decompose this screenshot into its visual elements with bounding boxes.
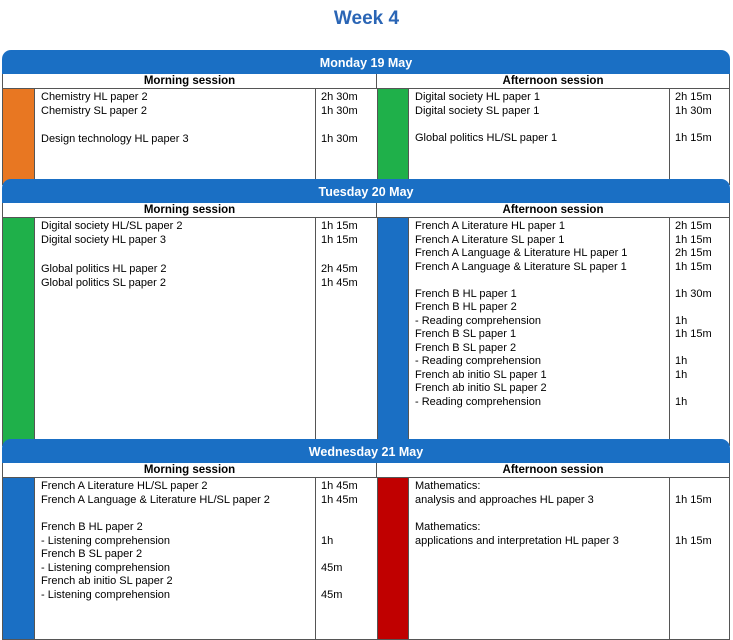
morning-exam-name: - Listening comprehension: [41, 534, 171, 547]
day-header: Monday 19 May: [2, 50, 730, 74]
afternoon-exam-duration: 1h 15m: [675, 233, 712, 246]
afternoon-exam-name: Digital society HL paper 1: [415, 91, 540, 103]
afternoon-exam-duration: 1h: [675, 395, 688, 408]
morning-exam-duration: 45m: [321, 561, 343, 574]
column-divider: [315, 89, 316, 184]
afternoon-exam-name: French ab initio SL paper 2: [415, 382, 547, 394]
afternoon-exam-name: French B SL paper 2: [415, 341, 517, 354]
morning-exam-duration: 45m: [321, 588, 343, 601]
afternoon-exam-name: - Reading comprehension: [415, 355, 541, 367]
afternoon-exam-name: French ab initio SL paper 1: [415, 368, 547, 381]
morning-session-header: Morning session: [3, 463, 377, 478]
morning-exam-duration: 2h 45m: [321, 263, 358, 275]
morning-session-header: Morning session: [3, 74, 377, 89]
morning-exam-name: French B HL paper 2: [41, 521, 143, 533]
morning-exam-name: French A Literature HL/SL paper 2: [41, 480, 208, 492]
afternoon-exam-name: French A Literature HL paper 1: [415, 220, 566, 232]
afternoon-session-header: Afternoon session: [377, 203, 729, 218]
morning-exam-name: French ab initio SL paper 2: [41, 575, 173, 587]
morning-color-bar: [3, 478, 34, 639]
afternoon-exam-duration: 2h 15m: [675, 91, 712, 103]
afternoon-exam-duration: 2h 15m: [675, 247, 712, 259]
column-divider: [377, 89, 378, 184]
morning-exam-name: Global politics HL paper 2: [41, 263, 167, 275]
afternoon-color-bar: [377, 478, 408, 639]
column-divider: [34, 218, 35, 445]
column-divider: [669, 218, 670, 445]
morning-exam-name: Design technology HL paper 3: [41, 133, 189, 145]
morning-exam-duration: 2h 30m: [321, 91, 358, 103]
morning-exam-name: Global politics SL paper 2: [41, 277, 166, 289]
morning-exam-duration: 1h 30m: [321, 133, 358, 145]
column-divider: [669, 89, 670, 184]
afternoon-exam-duration: 1h: [675, 368, 688, 381]
column-divider: [34, 89, 35, 184]
afternoon-exam-name: applications and interpretation HL paper 3: [415, 534, 619, 547]
afternoon-exam-name: analysis and approaches HL paper 3: [415, 493, 594, 506]
sessions-table: [2, 463, 730, 640]
morning-exam-name: Chemistry SL paper 2: [41, 104, 147, 117]
column-divider: [34, 478, 35, 639]
afternoon-exam-duration: 1h: [675, 314, 688, 327]
afternoon-session-header: Afternoon session: [377, 74, 729, 89]
day-block: [2, 179, 730, 446]
afternoon-exam-name: - Reading comprehension: [415, 314, 541, 327]
morning-exam-name: Chemistry HL paper 2: [41, 91, 148, 103]
column-divider: [408, 89, 409, 184]
morning-exam-duration: 1h 30m: [321, 104, 358, 117]
afternoon-exam-duration: 1h 15m: [675, 493, 712, 506]
afternoon-exam-duration: 1h 15m: [675, 260, 712, 273]
afternoon-exam-name: French A Language & Literature SL paper 1: [415, 260, 627, 273]
day-block: [2, 50, 730, 185]
column-divider: [408, 218, 409, 445]
afternoon-exam-duration: 1h 15m: [675, 132, 712, 144]
day-block: [2, 439, 730, 640]
afternoon-color-bar: [377, 218, 408, 445]
column-divider: [669, 478, 670, 639]
afternoon-exam-name: Mathematics:: [415, 480, 481, 492]
column-divider: [408, 478, 409, 639]
sessions-table: [2, 74, 730, 185]
afternoon-exam-duration: 1h 30m: [675, 104, 712, 117]
morning-color-bar: [3, 218, 34, 445]
afternoon-exam-duration: 1h 15m: [675, 328, 712, 340]
afternoon-exam-name: French B SL paper 1: [415, 328, 517, 340]
morning-exam-duration: 1h 15m: [321, 220, 358, 232]
afternoon-color-bar: [377, 89, 408, 184]
morning-exam-duration: 1h 45m: [321, 493, 358, 506]
morning-exam-duration: 1h 45m: [321, 480, 358, 492]
morning-exam-name: Digital society HL/SL paper 2: [41, 220, 183, 232]
column-divider: [377, 218, 378, 445]
afternoon-exam-name: French B HL paper 1: [415, 287, 517, 300]
column-divider: [377, 478, 378, 639]
morning-exam-name: Digital society HL paper 3: [41, 233, 166, 246]
afternoon-exam-name: Mathematics:: [415, 521, 481, 533]
morning-exam-name: - Listening comprehension: [41, 561, 171, 574]
afternoon-exam-name: Digital society SL paper 1: [415, 104, 540, 117]
afternoon-exam-name: French A Language & Literature HL paper 1: [415, 247, 628, 259]
afternoon-session-header: Afternoon session: [377, 463, 729, 478]
afternoon-exam-duration: 1h: [675, 355, 688, 367]
morning-exam-name: - Listening comprehension: [41, 588, 171, 601]
morning-color-bar: [3, 89, 34, 184]
morning-exam-duration: 1h 45m: [321, 277, 358, 289]
afternoon-exam-name: French A Literature SL paper 1: [415, 233, 565, 246]
morning-exam-name: French A Language & Literature HL/SL paper 2: [41, 493, 270, 506]
column-divider: [315, 218, 316, 445]
afternoon-exam-name: - Reading comprehension: [415, 395, 541, 408]
afternoon-exam-duration: 1h 30m: [675, 287, 712, 300]
afternoon-exam-name: Global politics HL/SL paper 1: [415, 132, 558, 144]
morning-exam-name: French B SL paper 2: [41, 548, 143, 560]
afternoon-exam-duration: 2h 15m: [675, 220, 712, 232]
column-divider: [315, 478, 316, 639]
page-title: Week 4: [333, 8, 400, 29]
morning-exam-duration: 1h: [321, 534, 334, 547]
afternoon-exam-duration: 1h 15m: [675, 534, 712, 547]
sessions-table: [2, 203, 730, 446]
morning-session-header: Morning session: [3, 203, 377, 218]
morning-exam-duration: 1h 15m: [321, 233, 358, 246]
day-header: Tuesday 20 May: [2, 179, 730, 203]
day-header: Wednesday 21 May: [2, 439, 730, 463]
afternoon-exam-name: French B HL paper 2: [415, 301, 517, 313]
